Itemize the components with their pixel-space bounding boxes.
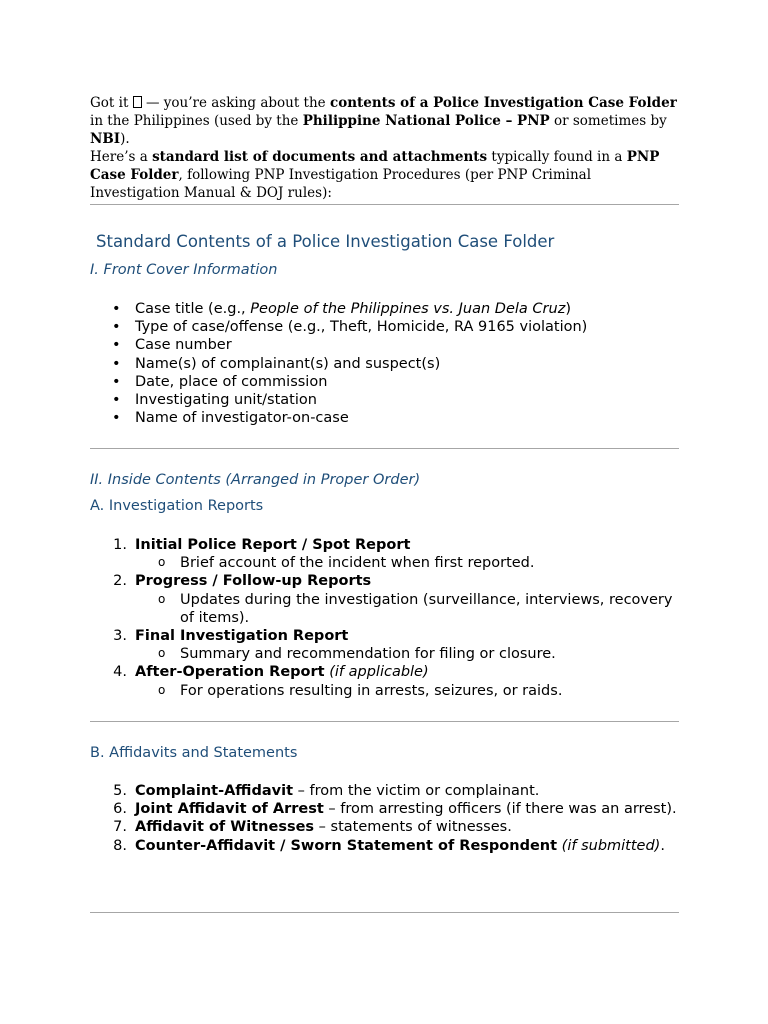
list-item: • Type of case/offense (e.g., Theft, Homicide, RA 9165 violation) <box>112 319 588 336</box>
list-item: • Investigating unit/station <box>112 392 317 409</box>
sub-list <box>135 645 680 663</box>
circle-bullet-icon: o <box>158 646 166 661</box>
intro-paragraph: Got it — you’re asking about the contents of a Police Investigation Case Folder in the Philippines (used by the Philippine National Police – PNP or sometimes by NBI). <box>90 95 677 147</box>
bullet-icon: • <box>112 410 121 427</box>
bullet-icon: • <box>112 392 121 409</box>
document-title: Standard Contents of a Police Investigation Case Folder <box>96 232 555 251</box>
list-item: 8. Counter-Affidavit / Sworn Statement of Respondent (if submitted). <box>113 837 665 854</box>
investigation-reports-list <box>90 536 680 700</box>
sub-list-item: o Summary and recommendation for filing or closure. <box>158 646 556 663</box>
list-item: 6. Joint Affidavit of Arrest – from arresting officers (if there was an arrest). <box>113 801 677 818</box>
bullet-icon: • <box>112 301 121 317</box>
list-item: 3. Final Investigation Report o Summary and recommendation for filing or closure. <box>90 627 680 663</box>
affidavits-list <box>90 782 680 855</box>
bullet-icon: • <box>112 337 121 354</box>
bullet-icon: • <box>112 355 121 372</box>
list-item: 7. Affidavit of Witnesses – statements of witnesses. <box>113 819 512 836</box>
list-item: • Name(s) of complainant(s) and suspect(s) <box>112 355 441 372</box>
front-cover-list <box>90 300 680 427</box>
sub-list-item: o Updates during the investigation (surveillance, interviews, recovery of items). <box>158 591 673 626</box>
section-b-heading: B. Affidavits and Statements <box>90 745 298 761</box>
bullet-icon: • <box>112 319 121 336</box>
bullet-icon: • <box>112 373 121 390</box>
list-item: • Name of investigator-on-case <box>112 410 349 427</box>
list-item: 4. After-Operation Report (if applicable) o For operations resulting in arrests, seizures, or raids. <box>90 663 680 699</box>
inside-contents-heading: II. Inside Contents (Arranged in Proper Order) <box>90 472 421 488</box>
divider <box>90 448 679 449</box>
list-item: 1. Initial Police Report / Spot Report o Brief account of the incident when first reported. <box>90 536 680 572</box>
list-item: • Case title (e.g., People of the Philippines vs. Juan Dela Cruz) <box>112 301 571 317</box>
divider <box>90 912 679 913</box>
list-item: 2. Progress / Follow-up Reports o Updates during the investigation (surveillance, interviews, recovery of items). <box>90 572 680 627</box>
divider <box>90 204 679 205</box>
missing-emoji-icon <box>133 96 142 108</box>
sub-list-item: o For operations resulting in arrests, seizures, or raids. <box>158 682 563 699</box>
sub-list <box>135 554 680 572</box>
sub-list <box>135 682 680 700</box>
front-cover-heading: I. Front Cover Information <box>90 262 278 278</box>
divider <box>90 721 679 722</box>
sub-list-item: o Brief account of the incident when first reported. <box>158 555 535 572</box>
circle-bullet-icon: o <box>158 555 166 570</box>
list-item: 5. Complaint-Affidavit – from the victim or complainant. <box>113 783 540 799</box>
section-a-heading: A. Investigation Reports <box>90 498 264 514</box>
circle-bullet-icon: o <box>158 591 166 606</box>
intro-paragraph-2: Here’s a standard list of documents and attachments typically found in a PNP Case Folder, following PNP Investigation Procedures (per PNP Criminal Investigation Manual & DOJ rules): <box>90 149 660 201</box>
list-item: • Date, place of commission <box>112 373 328 390</box>
sub-list <box>135 591 680 627</box>
list-item: • Case number <box>112 337 232 354</box>
circle-bullet-icon: o <box>158 682 166 697</box>
